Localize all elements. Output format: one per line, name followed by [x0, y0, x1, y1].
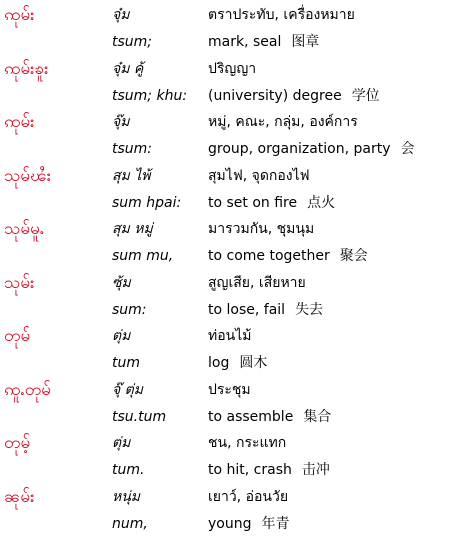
meaning-line: [208, 83, 380, 109]
meaning-english: group, organization, party: [208, 141, 391, 157]
romanization: tsum;: [112, 34, 153, 50]
meaning-english: young: [208, 515, 252, 532]
thai-pronunciation: ตุ่ม: [112, 328, 131, 344]
romanization: sum:: [112, 301, 147, 318]
meaning-english: (university) degree: [208, 87, 342, 104]
meaning-chinese: 会: [400, 141, 415, 157]
romanization: sum mu,: [112, 248, 174, 264]
meaning-line: [208, 457, 330, 483]
meaning-thai: ชน, กระแทก: [208, 435, 287, 451]
meaning-line: [208, 136, 415, 162]
thai-pronunciation: สุม หมู่: [112, 221, 153, 237]
dictionary-entry: [0, 163, 450, 217]
meaning-thai: ปริญญา: [208, 60, 257, 77]
meaning-english: to assemble: [208, 408, 294, 425]
meaning-thai: ประชุม: [208, 381, 251, 398]
meaning-chinese: 失去: [295, 301, 324, 318]
thai-pronunciation: จุ๋ม: [112, 7, 130, 23]
meaning-thai: สุมไฟ, จุดกองไฟ: [208, 167, 310, 184]
romanization: sum hpai:: [112, 194, 182, 211]
meaning-chinese: 点火: [307, 194, 336, 211]
meaning-line: [208, 511, 289, 537]
headword-script: တုမ်: [4, 326, 31, 346]
romanization: tsum; khu:: [112, 87, 188, 104]
meaning-line: [208, 190, 335, 216]
meaning-chinese: 图章: [291, 34, 320, 50]
meaning-thai: เยาว์, อ่อนวัย: [208, 488, 289, 505]
dictionary-entry: [0, 430, 450, 484]
meaning-thai: มารวมกัน, ชุมนุม: [208, 221, 315, 237]
headword-script: ꩡုမ်းၶူး: [4, 58, 49, 79]
headword-script: သုမ်း: [4, 272, 35, 293]
headword-script: ꩡူႉတုမ်: [4, 379, 51, 400]
romanization: num,: [112, 515, 148, 532]
meaning-line: [208, 29, 319, 55]
meaning-line: [208, 243, 368, 269]
thai-pronunciation: จุ๊ม: [112, 114, 130, 130]
meaning-english: to lose, fail: [208, 301, 286, 318]
dictionary-entry: [0, 270, 450, 324]
dictionary-entry: [0, 56, 450, 110]
dictionary-entry: [0, 377, 450, 431]
dictionary-entry: [0, 323, 450, 377]
meaning-chinese: 学位: [351, 87, 380, 104]
meaning-english: mark, seal: [208, 34, 282, 50]
meaning-line: [208, 297, 323, 323]
thai-pronunciation: จุ๊ ตุ่ม: [112, 381, 143, 398]
romanization: tum.: [112, 462, 145, 478]
headword-script: သုမ်မူႉ: [4, 219, 45, 239]
meaning-english: to come together: [208, 248, 330, 264]
thai-pronunciation: ซุ้ม: [112, 274, 131, 291]
romanization: tsum:: [112, 141, 153, 157]
headword-script: တုမ့်: [4, 433, 31, 453]
romanization: tsu.tum: [112, 408, 167, 425]
headword-script: ꩡုမ်း: [4, 112, 35, 132]
meaning-line: [208, 350, 267, 376]
thai-pronunciation: สุม ไพ้: [112, 167, 151, 184]
meaning-chinese: 集合: [303, 408, 332, 425]
meaning-english: to hit, crash: [208, 462, 292, 478]
dictionary-entry: [0, 484, 450, 538]
meaning-line: [208, 404, 331, 430]
thai-pronunciation: ตุ่ม: [112, 435, 131, 451]
meaning-chinese: 聚会: [339, 248, 368, 264]
thai-pronunciation: จุ๋ม คู้: [112, 60, 144, 77]
headword-script: ၼုမ်း: [4, 486, 35, 507]
dictionary-entry: [0, 216, 450, 270]
meaning-chinese: 圆木: [239, 355, 268, 371]
romanization: tum: [112, 355, 140, 371]
headword-script: ꩡုမ်း: [4, 5, 35, 25]
meaning-english: to set on fire: [208, 194, 298, 211]
meaning-thai: ท่อนไม้: [208, 328, 252, 344]
meaning-thai: หมู่, คณะ, กลุ่ม, องค์การ: [208, 114, 358, 130]
thai-pronunciation: หนุ่ม: [112, 488, 141, 505]
headword-script: သုမ်ၽႆး: [4, 165, 52, 186]
dictionary-entry: [0, 2, 450, 56]
meaning-english: log: [208, 355, 230, 371]
meaning-chinese: 击冲: [301, 462, 330, 478]
meaning-thai: ตราประทับ, เครื่องหมาย: [208, 7, 355, 23]
meaning-chinese: 年青: [261, 515, 290, 532]
dictionary-entry: [0, 109, 450, 163]
meaning-thai: สูญเสีย, เสียหาย: [208, 274, 306, 291]
